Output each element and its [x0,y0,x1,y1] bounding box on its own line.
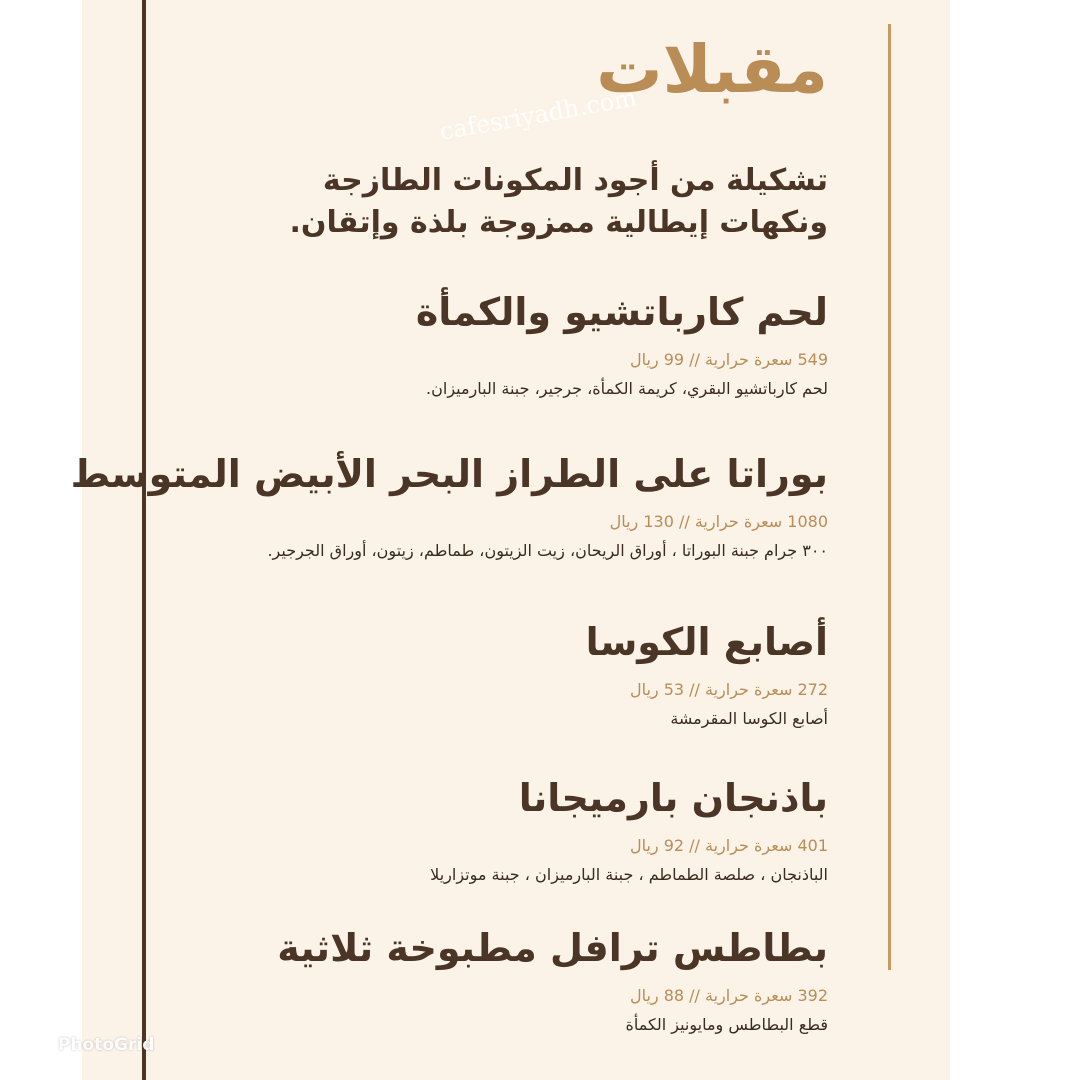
menu-item [168,776,828,884]
menu-item [168,926,828,1034]
menu-item [70,452,828,560]
item-name: لحم كارباتشيو والكمأة [415,290,828,334]
right-divider [888,24,891,970]
item-name: باذنجان بارميجانا [518,776,828,820]
watermark-text: cafesriyadh.com [437,83,639,146]
item-calories-price: 272 سعرة حرارية // 53 ريال [629,679,828,699]
item-calories-price: 1080 سعرة حرارية // 130 ريال [609,511,828,531]
item-name: أصابع الكوسا [585,620,828,664]
item-name: بوراتا على الطراز البحر الأبيض المتوسط [70,452,828,496]
menu-item [168,620,828,728]
left-divider [142,0,146,1080]
item-calories-price: 401 سعرة حرارية // 92 ريال [629,835,828,855]
section-intro: تشكيلة من أجود المكونات الطازجة ونكهات إيطالية ممزوجة بلذة وإتقان. [289,163,828,240]
item-description: الباذنجان ، صلصة الطماطم ، جبنة البارميزان ، جبنة موتزاريلا [430,864,828,884]
item-description: أصابع الكوسا المقرمشة [670,708,828,728]
item-description: لحم كارباتشيو البقري، كريمة الكمأة، جرجير، جبنة البارميزان. [426,378,828,398]
photogrid-smiley-icon [32,1034,54,1056]
photogrid-label: PhotoGrid [58,1035,155,1055]
item-calories-price: 392 سعرة حرارية // 88 ريال [629,985,828,1005]
item-name: بطاطس ترافل مطبوخة ثلاثية [277,926,828,970]
menu-item [168,290,828,398]
section-title: مقبلات [596,31,828,108]
item-description: قطع البطاطس ومايونيز الكمأة [625,1014,828,1034]
item-description: ٣٠٠ جرام جبنة البوراتا ، أوراق الريحان، زيت الزيتون، طماطم، زيتون، أوراق الجرجير. [267,540,828,560]
item-calories-price: 549 سعرة حرارية // 99 ريال [629,349,828,369]
photogrid-badge [32,1032,154,1058]
